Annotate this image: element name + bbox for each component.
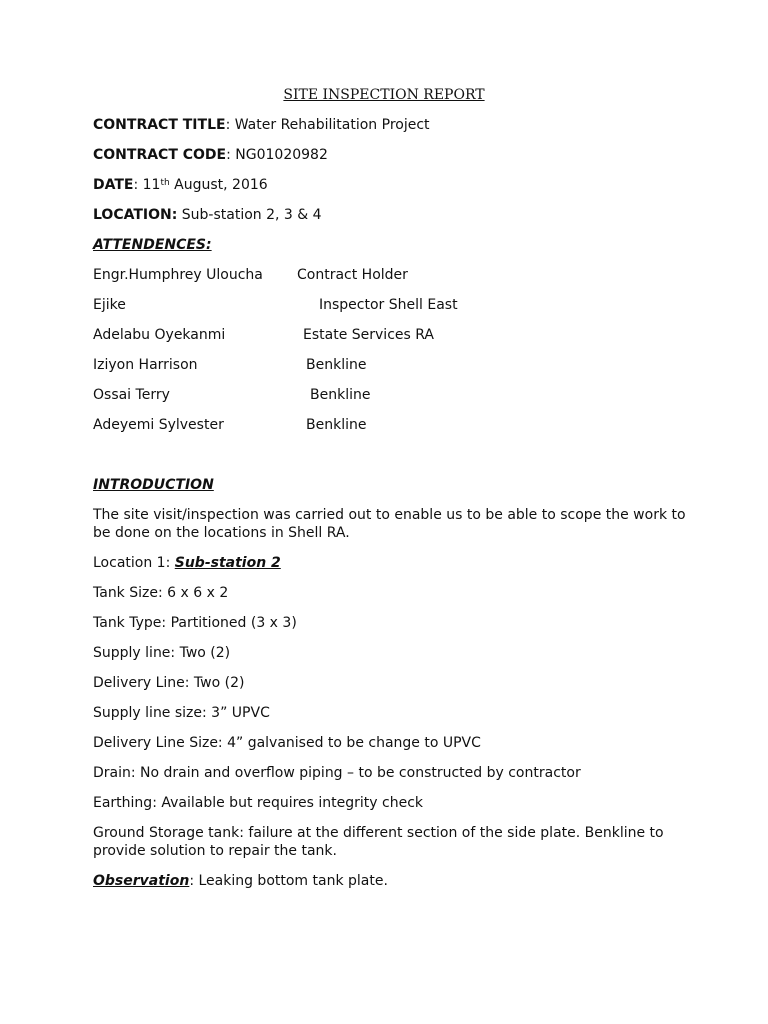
date-value-sup: th xyxy=(160,178,170,188)
intro-heading xyxy=(93,476,214,494)
location-1-prefix: Location 1: xyxy=(93,555,175,571)
location-1-line xyxy=(93,554,281,572)
observation-line xyxy=(93,872,388,890)
location-1-name: Sub-station 2 xyxy=(174,555,281,571)
intro-heading-text: INTRODUCTION xyxy=(93,477,214,493)
date-value-post: August, 2016 xyxy=(169,177,268,193)
attendee-name: Iziyon Harrison xyxy=(93,357,198,373)
attendee-name: Ejike xyxy=(93,297,126,313)
attendee-role: Benkline xyxy=(306,357,367,373)
date-label: DATE xyxy=(93,177,134,193)
observation-label: Observation xyxy=(93,873,190,889)
date-line xyxy=(93,176,268,194)
intro-paragraph: The site visit/inspection was carried out to enable us to be able to scope the work to be done on the locations in Shell RA. xyxy=(93,507,686,541)
attendee-role: Benkline xyxy=(306,417,367,433)
attendees-heading-text: ATTENDENCES: xyxy=(93,237,212,253)
detail-line: Delivery Line: Two (2) xyxy=(93,675,245,691)
attendee-name: Ossai Terry xyxy=(93,387,170,403)
attendee-role: Estate Services RA xyxy=(303,327,434,343)
detail-line: Tank Size: 6 x 6 x 2 xyxy=(93,585,229,601)
contract-title-value: : Water Rehabilitation Project xyxy=(225,117,430,133)
contract-code-value: : NG01020982 xyxy=(226,147,328,163)
attendee-name: Engr.Humphrey Uloucha xyxy=(93,267,263,283)
contract-title-label: CONTRACT TITLE xyxy=(93,117,226,133)
ground-storage-paragraph: Ground Storage tank: failure at the different section of the side plate. Benkline to provide solution to repair the tank. xyxy=(93,825,664,859)
attendees-heading xyxy=(93,236,212,254)
detail-line: Supply line size: 3” UPVC xyxy=(93,705,270,721)
detail-line: Drain: No drain and overflow piping – to be constructed by contractor xyxy=(93,765,581,781)
contract-code-label: CONTRACT CODE xyxy=(93,147,227,163)
attendee-role: Contract Holder xyxy=(297,267,408,283)
location-line xyxy=(93,206,322,224)
observation-text: : Leaking bottom tank plate. xyxy=(189,873,388,889)
detail-line: Tank Type: Partitioned (3 x 3) xyxy=(93,615,297,631)
attendee-name: Adeyemi Sylvester xyxy=(93,417,224,433)
location-label: LOCATION: xyxy=(93,207,178,223)
attendee-role: Inspector Shell East xyxy=(319,297,458,313)
detail-line: Delivery Line Size: 4” galvanised to be change to UPVC xyxy=(93,735,481,751)
detail-line: Earthing: Available but requires integrity check xyxy=(93,795,424,811)
detail-line: Supply line: Two (2) xyxy=(93,645,231,661)
attendee-role: Benkline xyxy=(310,387,371,403)
report-title: SITE INSPECTION REPORT xyxy=(283,87,485,103)
contract-code-line xyxy=(93,146,328,164)
attendee-name: Adelabu Oyekanmi xyxy=(93,327,226,343)
date-value-pre: : 11 xyxy=(133,177,161,193)
location-value: Sub-station 2, 3 & 4 xyxy=(177,207,322,223)
contract-title-line xyxy=(93,116,430,134)
